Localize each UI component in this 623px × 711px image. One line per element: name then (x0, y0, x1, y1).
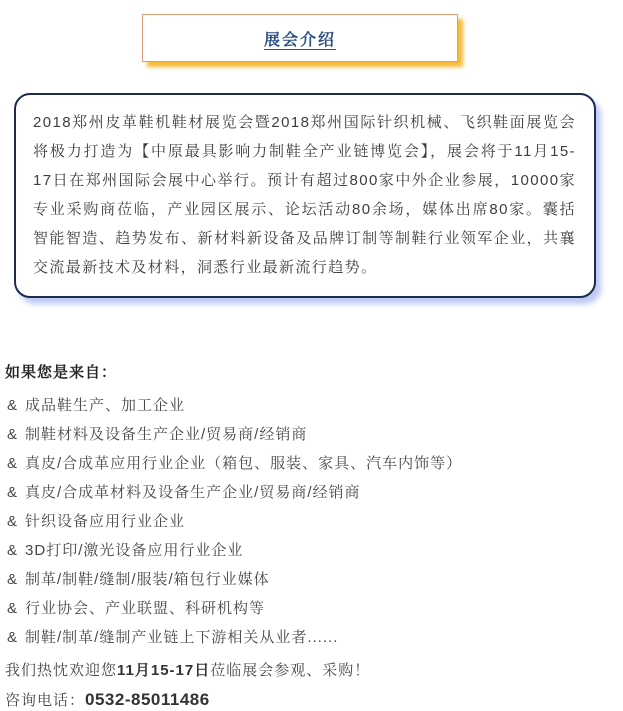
list-item-text: 行业协会、产业联盟、科研机构等 (25, 600, 266, 617)
ampersand-bullet: & (7, 397, 19, 414)
list-item-text: 成品鞋生产、加工企业 (25, 397, 186, 414)
ampersand-bullet: & (7, 542, 19, 559)
ampersand-bullet: & (7, 455, 19, 472)
ampersand-bullet: & (7, 571, 19, 588)
ampersand-bullet: & (7, 426, 19, 443)
list-item (7, 536, 613, 565)
exhibition-intro-button[interactable] (142, 14, 458, 62)
ampersand-bullet: & (7, 484, 19, 501)
welcome-line (5, 657, 613, 685)
welcome-date: 11月15-17日 (117, 662, 211, 679)
exhibition-intro-text: 2018郑州皮革鞋机鞋材展览会暨2018郑州国际针织机械、飞织鞋面展览会将极力打造为【中原最具影响力制鞋全产业链博览会】，展会将于11月15-17日在郑州国际会展中心举行。预计有超过800家中外企业参展，10000家专业采购商莅临，产业园区展示、论坛活动80余场，媒体出席80家。囊括智能智造、趋势发布、新材料新设备及品牌订制等制鞋行业领军企业，共襄交流最新技术及材料，洞悉行业最新流行趋势。 (33, 114, 576, 276)
ampersand-bullet: & (7, 600, 19, 617)
exhibition-intro-card (14, 93, 596, 298)
phone-number: 0532-85011486 (85, 690, 210, 709)
list-item-text: 制鞋/制革/缝制产业链上下游相关从业者...... (25, 629, 339, 646)
audience-section (5, 362, 613, 711)
exhibition-intro-button-label: 展会介绍 (263, 31, 336, 49)
list-item (7, 449, 613, 478)
list-item-text: 制鞋材料及设备生产企业/贸易商/经销商 (25, 426, 308, 443)
list-item-text: 3D打印/激光设备应用行业企业 (25, 542, 244, 559)
audience-list (5, 391, 613, 652)
phone-line (5, 686, 613, 711)
list-item (7, 420, 613, 449)
welcome-suffix: 莅临展会参观、采购！ (210, 662, 371, 679)
list-item (7, 565, 613, 594)
list-item-text: 制革/制鞋/缝制/服装/箱包行业媒体 (25, 571, 270, 588)
list-item (7, 594, 613, 623)
list-item (7, 391, 613, 420)
list-item (7, 507, 613, 536)
list-item-text: 针织设备应用行业企业 (25, 513, 186, 530)
audience-heading: 如果您是来自： (5, 364, 118, 381)
list-item (7, 623, 613, 652)
phone-label: 咨询电话： (5, 692, 86, 709)
ampersand-bullet: & (7, 629, 19, 646)
list-item-text: 真皮/合成革应用行业企业（箱包、服装、家具、汽车内饰等） (25, 455, 463, 472)
welcome-prefix: 我们热忱欢迎您 (5, 662, 118, 679)
list-item (7, 478, 613, 507)
ampersand-bullet: & (7, 513, 19, 530)
list-item-text: 真皮/合成革材料及设备生产企业/贸易商/经销商 (25, 484, 361, 501)
